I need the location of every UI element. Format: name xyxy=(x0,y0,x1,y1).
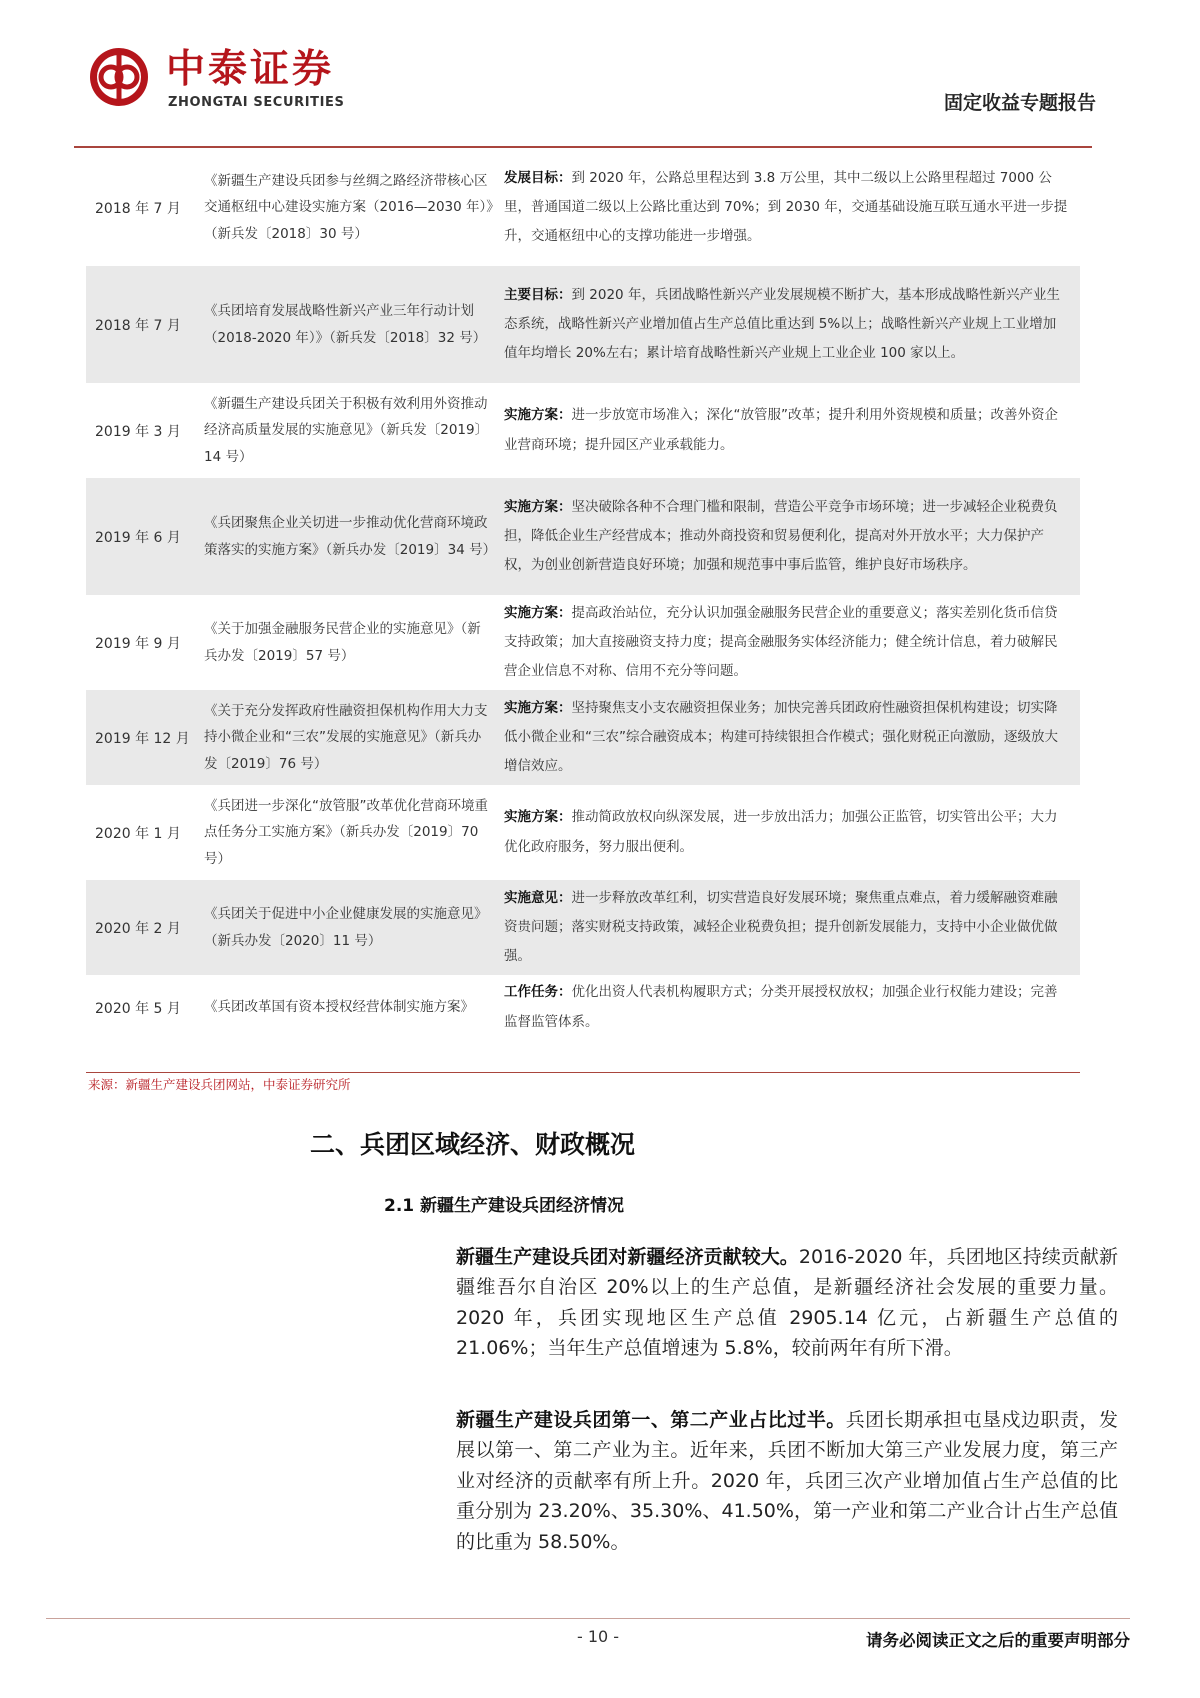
policy-content-label: 主要目标： xyxy=(504,286,572,303)
policy-content-label: 工作任务： xyxy=(504,984,572,1001)
policy-content-label: 实施方案： xyxy=(504,699,572,716)
table-row xyxy=(86,266,1080,383)
policy-document: 《关于充分发挥政府性融资担保机构作用大力支持小微企业和“三农”发展的实施意见》（新兵办发〔2019〕76 号） xyxy=(204,690,504,785)
policy-document: 《兵团培育发展战略性新兴产业三年行动计划（2018-2020 年）》（新兵发〔2018〕32 号） xyxy=(204,266,504,383)
policy-document: 《兵团进一步深化“放管服”改革优化营商环境重点任务分工实施方案》（新兵办发〔2019〕70 号） xyxy=(204,785,504,880)
policy-date: 2019 年 3 月 xyxy=(86,383,204,478)
policy-date: 2019 年 9 月 xyxy=(86,595,204,690)
policy-content-text: 坚持聚焦支小支农融资担保业务；加快完善兵团政府性融资担保机构建设；切实降低小微企业和“三农”综合融资成本；构建可持续银担合作模式；强化财税正向激励，逐级放大增信效应。 xyxy=(504,699,1058,775)
policy-date: 2020 年 1 月 xyxy=(86,785,204,880)
paragraph-text: 兵团长期承担屯垦戍边职责，发展以第一、第二产业为主。近年来，兵团不断加大第三产业发展力度，第三产业对经济的贡献率有所上升。2020 年，兵团三次产业增加值占生产总值的比重分别为 23.20%、35.30%、41.50%，第一产业和第二产业合计占生产总值的比重为 58.50%。 xyxy=(456,1409,1118,1553)
policy-document: 《关于加强金融服务民营企业的实施意见》（新兵办发〔2019〕57 号） xyxy=(204,595,504,690)
table-row xyxy=(86,383,1080,478)
table-row xyxy=(86,478,1080,595)
policy-content-label: 实施意见： xyxy=(504,889,572,906)
policy-content xyxy=(504,785,1080,880)
policy-document: 《新疆生产建设兵团参与丝绸之路经济带核心区交通枢纽中心建设实施方案（2016—2030 年）》（新兵发〔2018〕30 号） xyxy=(204,149,504,266)
logo-chinese-name: 中泰证券 xyxy=(166,47,335,92)
policy-date: 2019 年 12 月 xyxy=(86,690,204,785)
table-source-note: 来源：新疆生产建设兵团网站，中泰证券研究所 xyxy=(88,1077,351,1092)
policy-date: 2019 年 6 月 xyxy=(86,478,204,595)
paragraph-lead: 新疆生产建设兵团第一、第二产业占比过半。 xyxy=(456,1409,846,1431)
policy-content-text: 进一步释放改革红利，切实营造良好发展环境；聚焦重点难点，着力缓解融资难融资贵问题；落实财税支持政策，减轻企业税费负担；提升创新发展能力，支持中小企业做优做强。 xyxy=(504,889,1058,965)
policy-content-label: 实施方案： xyxy=(504,604,572,621)
policy-content-label: 发展目标： xyxy=(504,169,572,186)
page-number: - 10 - xyxy=(576,1627,620,1646)
policy-content-label: 实施方案： xyxy=(504,498,572,515)
policy-date: 2018 年 7 月 xyxy=(86,266,204,383)
policy-content-text: 进一步放宽市场准入；深化“放管服”改革；提升利用外资规模和质量；改善外资企业营商环境；提升园区产业承载能力。 xyxy=(504,407,1058,453)
page-header xyxy=(0,0,1200,150)
table-row xyxy=(86,690,1080,785)
header-divider xyxy=(74,146,1092,148)
paragraph-text: 2016-2020 年，兵团地区持续贡献新疆维吾尔自治区 20%以上的生产总值，是新疆经济社会发展的重要力量。2020 年，兵团实现地区生产总值 2905.14 亿元，占新疆生产总值的 21.06%；当年生产总值增速为 5.8%，较前两年有所下滑。 xyxy=(456,1246,1118,1360)
policy-content-text: 到 2020 年，兵团战略性新兴产业发展规模不断扩大，基本形成战略性新兴产业生态系统，战略性新兴产业增加值占生产总值比重达到 5%以上；战略性新兴产业规上工业增加值年均增长 20%左右；累计培育战略性新兴产业规上工业企业 100 家以上。 xyxy=(504,286,1060,362)
policy-document: 《兵团聚焦企业关切进一步推动优化营商环境政策落实的实施方案》（新兵办发〔2019〕34 号） xyxy=(204,478,504,595)
policy-date: 2020 年 5 月 xyxy=(86,975,204,1040)
policy-content-label: 实施方案： xyxy=(504,407,572,424)
table-bottom-rule xyxy=(86,1072,1080,1073)
policy-content xyxy=(504,478,1080,595)
policy-table xyxy=(86,149,1080,1040)
policy-content-text: 到 2020 年，公路总里程达到 3.8 万公里，其中二级以上公路里程超过 7000 公里，普通国道二级以上公路比重达到 70%；到 2030 年，交通基础设施互联互通水平进一步提升，交通枢纽中心的支撑功能进一步增强。 xyxy=(504,169,1068,245)
table-row xyxy=(86,149,1080,266)
table-row xyxy=(86,975,1080,1040)
policy-document: 《新疆生产建设兵团关于积极有效利用外资推动经济高质量发展的实施意见》（新兵发〔2019〕14 号） xyxy=(204,383,504,478)
policy-content xyxy=(504,975,1080,1040)
footer-divider xyxy=(46,1618,1130,1619)
body-paragraph xyxy=(456,1405,1118,1557)
policy-date: 2020 年 2 月 xyxy=(86,880,204,975)
logo-english-name: ZHONGTAI SECURITIES xyxy=(168,95,345,110)
policy-content xyxy=(504,595,1080,690)
subsection-title: 2.1 新疆生产建设兵团经济情况 xyxy=(384,1196,625,1216)
policy-date: 2018 年 7 月 xyxy=(86,149,204,266)
policy-content xyxy=(504,690,1080,785)
policy-content xyxy=(504,880,1080,975)
body-paragraph xyxy=(456,1242,1118,1364)
policy-content-text: 坚决破除各种不合理门槛和限制，营造公平竞争市场环境；进一步减轻企业税费负担，降低企业生产经营成本；推动外商投资和贸易便利化，提高对外开放水平；大力保护产权，为创业创新营造良好环境；加强和规范事中事后监管，维护良好市场秩序。 xyxy=(504,498,1058,574)
policy-content-text: 提高政治站位，充分认识加强金融服务民营企业的重要意义；落实差别化货币信贷支持政策；加大直接融资支持力度；提高金融服务实体经济能力；健全统计信息，着力破解民营企业信息不对称、信用不充分等问题。 xyxy=(504,604,1058,680)
policy-content xyxy=(504,383,1080,478)
policy-content-text: 推动简政放权向纵深发展，进一步放出活力；加强公正监管，切实管出公平；大力优化政府服务，努力服出便利。 xyxy=(504,809,1058,855)
table-row xyxy=(86,880,1080,975)
policy-content-text: 优化出资人代表机构履职方式；分类开展授权放权；加强企业行权能力建设；完善监督监管体系。 xyxy=(504,984,1058,1030)
policy-content xyxy=(504,149,1080,266)
section-title: 二、兵团区域经济、财政概况 xyxy=(310,1130,636,1159)
policy-content-label: 实施方案： xyxy=(504,809,572,826)
policy-document: 《兵团改革国有资本授权经营体制实施方案》 xyxy=(204,975,504,1040)
disclaimer-note: 请务必阅读正文之后的重要声明部分 xyxy=(866,1631,1130,1650)
policy-document: 《兵团关于促进中小企业健康发展的实施意见》（新兵办发〔2020〕11 号） xyxy=(204,880,504,975)
policy-content xyxy=(504,266,1080,383)
paragraph-lead: 新疆生产建设兵团对新疆经济贡献较大。 xyxy=(456,1246,799,1268)
table-row xyxy=(86,595,1080,690)
report-type-title: 固定收益专题报告 xyxy=(943,92,1096,114)
table-row xyxy=(86,785,1080,880)
zhongtai-logo-icon xyxy=(88,46,150,108)
